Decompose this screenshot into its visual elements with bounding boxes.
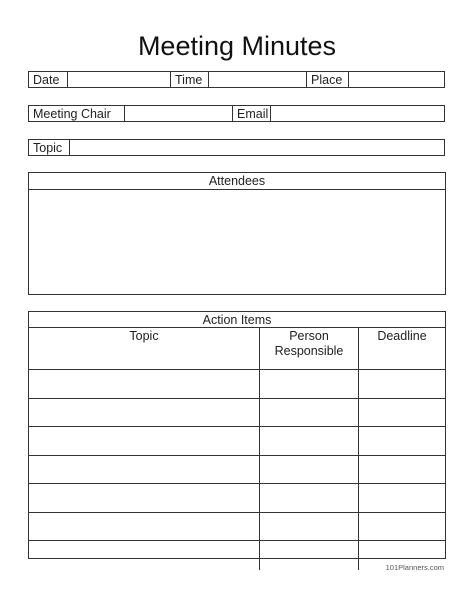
attendees-heading: Attendees <box>29 173 445 190</box>
person-responsible-cell[interactable] <box>260 484 358 512</box>
attendees-field[interactable] <box>29 190 445 294</box>
table-row <box>29 456 445 485</box>
table-row <box>29 370 445 399</box>
deadline-cell[interactable] <box>359 484 445 512</box>
topic-cell[interactable] <box>29 427 259 455</box>
attendees-section <box>28 172 446 295</box>
person-responsible-cell[interactable] <box>260 399 358 427</box>
date-field[interactable] <box>68 72 169 87</box>
person-responsible-cell[interactable] <box>260 456 358 484</box>
date-time-place-row <box>28 71 445 88</box>
email-field[interactable] <box>271 106 444 121</box>
action-items-header-row <box>29 328 445 370</box>
action-items-heading: Action Items <box>29 312 445 328</box>
action-items-table <box>28 311 446 559</box>
topic-row <box>28 139 445 156</box>
place-label: Place <box>311 73 343 87</box>
person-responsible-cell[interactable] <box>260 427 358 455</box>
meeting-chair-field[interactable] <box>125 106 231 121</box>
topic-field[interactable] <box>70 140 444 155</box>
table-row <box>29 513 445 542</box>
footer-credit: 101Planners.com <box>385 563 444 572</box>
email-label: Email <box>237 107 269 121</box>
place-field[interactable] <box>349 72 444 87</box>
deadline-cell[interactable] <box>359 456 445 484</box>
deadline-cell[interactable] <box>359 399 445 427</box>
topic-cell[interactable] <box>29 541 259 570</box>
person-header-line: Person <box>289 329 329 343</box>
deadline-cell[interactable] <box>359 427 445 455</box>
responsible-header-line: Responsible <box>274 344 344 358</box>
table-row <box>29 484 445 513</box>
chair-email-row <box>28 105 445 122</box>
person-responsible-cell[interactable] <box>260 513 358 541</box>
deadline-cell[interactable] <box>359 370 445 398</box>
table-row <box>29 399 445 428</box>
time-field[interactable] <box>209 72 305 87</box>
table-row <box>29 541 445 570</box>
topic-cell[interactable] <box>29 370 259 398</box>
topic-cell[interactable] <box>29 399 259 427</box>
person-responsible-cell[interactable] <box>260 370 358 398</box>
topic-cell[interactable] <box>29 484 259 512</box>
topic-cell[interactable] <box>29 513 259 541</box>
deadline-cell[interactable] <box>359 513 445 541</box>
topic-cell[interactable] <box>29 456 259 484</box>
date-label: Date <box>33 73 60 87</box>
person-responsible-cell[interactable] <box>260 541 358 570</box>
topic-label: Topic <box>33 141 63 155</box>
page-title: Meeting Minutes <box>137 31 337 61</box>
time-label: Time <box>175 73 203 87</box>
person-responsible-column-header <box>260 328 358 369</box>
table-row <box>29 427 445 456</box>
topic-column-header: Topic <box>129 329 159 343</box>
meeting-chair-label: Meeting Chair <box>33 107 111 121</box>
deadline-column-header: Deadline <box>377 329 427 343</box>
